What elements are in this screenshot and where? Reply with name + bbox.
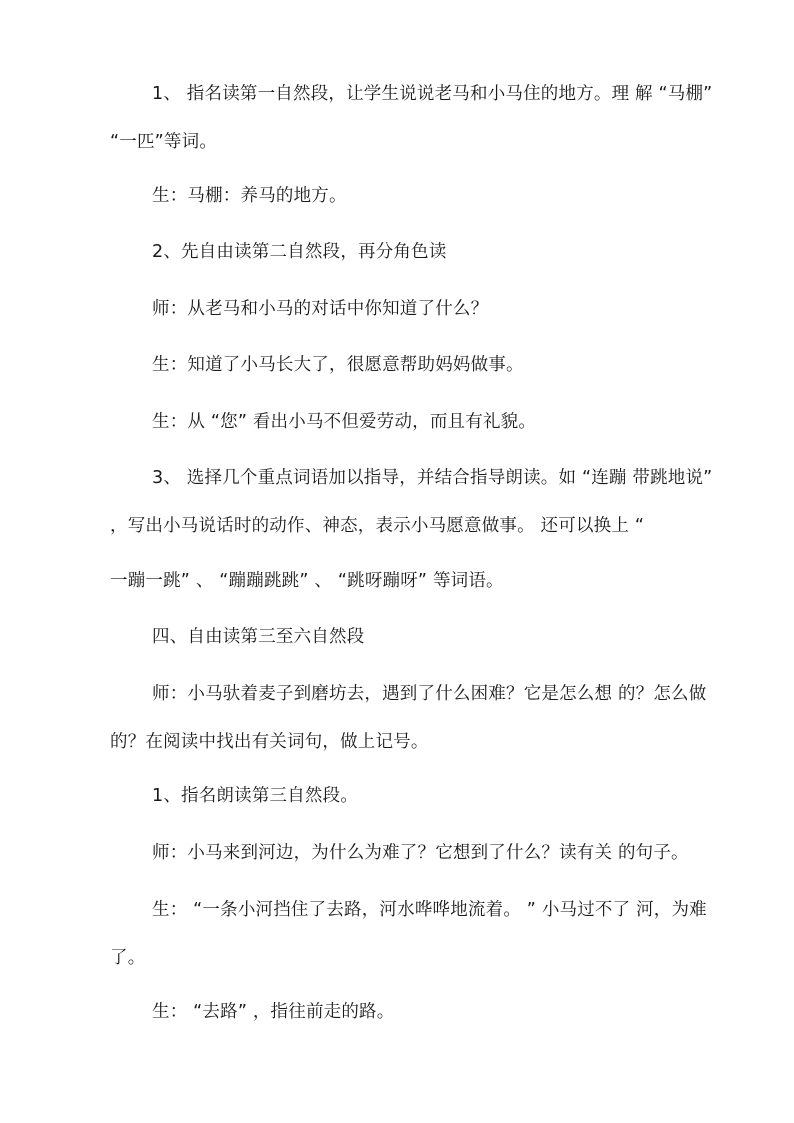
paragraph-11: 1、指名朗读第三自然段。 bbox=[152, 786, 359, 806]
paragraph-6: 生：从 “您” 看出小马不但爱劳动，而且有礼貌。 bbox=[152, 412, 537, 432]
paragraph-2: 生：马棚：养马的地方。 bbox=[152, 186, 347, 206]
section-heading-4: 四、自由读第三至六自然段 bbox=[152, 627, 365, 647]
paragraph-10: 师：小马驮着麦子到磨坊去，遇到了什么困难？它是怎么想 的？怎么做的？在阅读中找出有关词句，做上记号。 bbox=[110, 684, 707, 752]
paragraph-7: 3、 选择几个重点词语加以指导，并结合指导朗读。如 “连蹦 带跳地说” ，写出小马说话时的动作、神态，表示小马愿意做事。 还可以换上 “ bbox=[110, 468, 713, 536]
paragraph-14: 生： “去路” ，指往前走的路。 bbox=[152, 1002, 395, 1022]
paragraph-13: 生： “一条小河挡住了去路，河水哗哗地流着。 ” 小马过不了 河，为难了。 bbox=[110, 900, 707, 968]
paragraph-5: 生：知道了小马长大了，很愿意帮助妈妈做事。 bbox=[152, 355, 524, 375]
paragraph-4: 师：从老马和小马的对话中你知道了什么？ bbox=[152, 299, 489, 319]
paragraph-8: 一蹦一跳” 、 “蹦蹦跳跳” 、 “跳呀蹦呀” 等词语。 bbox=[110, 571, 504, 591]
paragraph-3: 2、先自由读第二自然段，再分角色读 bbox=[152, 242, 447, 262]
paragraph-12: 师：小马来到河边，为什么为难了？它想到了什么？读有关 的句子。 bbox=[152, 843, 689, 863]
paragraph-1: 1、 指名读第一自然段，让学生说说老马和小马住的地方。理 解 “马棚” “一匹”等词。 bbox=[110, 84, 713, 152]
